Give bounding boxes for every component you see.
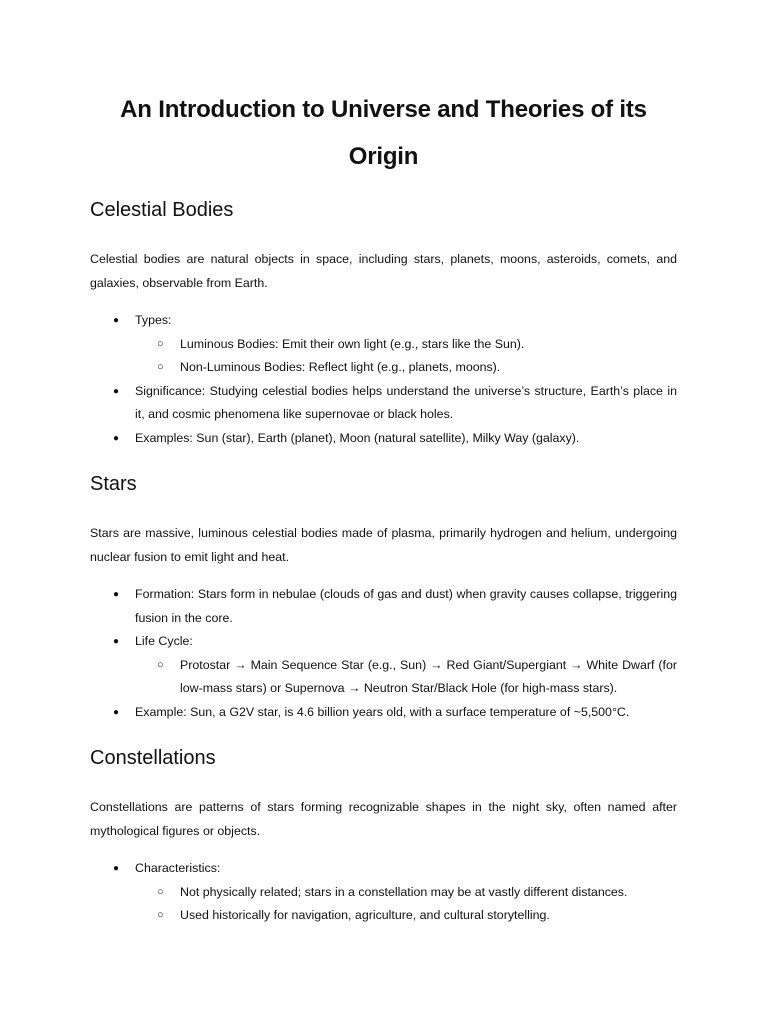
bullet-icon: ● xyxy=(113,385,120,397)
sub-bullet-list xyxy=(135,333,677,380)
sub-list-item xyxy=(157,881,677,905)
list-item-text: Life Cycle: xyxy=(135,634,193,648)
bullet-list xyxy=(90,857,677,928)
section-constellations xyxy=(90,745,677,928)
list-item-text: Example: Sun, a G2V star, is 4.6 billion years old, with a surface temperature of ~5,500°C. xyxy=(135,704,630,719)
sub-list-item xyxy=(157,654,677,701)
list-item xyxy=(113,583,677,630)
section-heading: Stars xyxy=(90,473,137,495)
sub-bullet-icon: ○ xyxy=(157,885,164,898)
document-title-line-1: An Introduction to Universe and Theories of its xyxy=(120,96,647,123)
bullet-icon: ● xyxy=(113,863,120,874)
sub-list-item-text: Non-Luminous Bodies: Reflect light (e.g., planets, moons). xyxy=(180,360,501,374)
sub-list-item-text: Protostar → Main Sequence Star (e.g., Sun) → Red Giant/Supergiant → White Dwarf (for low-mass stars) or Supernova → Neutron Star/Black Hole (for high-mass stars). xyxy=(180,657,677,695)
list-item-text: Characteristics: xyxy=(135,861,221,875)
bullet-icon: ● xyxy=(113,432,120,444)
bullet-icon: ● xyxy=(113,589,120,600)
sub-bullet-icon: ○ xyxy=(157,337,164,350)
list-item xyxy=(113,630,677,701)
document-title-line-2: Origin xyxy=(348,143,419,170)
sub-list-item xyxy=(157,333,677,357)
section-stars xyxy=(90,471,677,724)
list-item xyxy=(113,427,677,451)
list-item-text: Formation: Stars form in nebulae (clouds of gas and dust) when gravity causes collapse, triggering fusion in the core. xyxy=(135,587,677,625)
bullet-list xyxy=(90,583,677,724)
sub-list-item-text: Used historically for navigation, agriculture, and cultural storytelling. xyxy=(180,908,550,922)
document-title xyxy=(90,0,677,180)
sub-list-item-text: Luminous Bodies: Emit their own light (e.g., stars like the Sun). xyxy=(180,336,525,351)
section-heading: Constellations xyxy=(90,747,216,769)
list-item-text: Examples: Sun (star), Earth (planet), Moon (natural satellite), Milky Way (galaxy). xyxy=(135,430,580,445)
list-item-text: Significance: Studying celestial bodies helps understand the universe’s structure, Earth’s place in it, and cosmic phenomena like supernovae or black holes. xyxy=(135,383,677,421)
sub-bullet-icon: ○ xyxy=(157,909,164,921)
bullet-icon: ● xyxy=(113,706,120,718)
list-item-text: Types: xyxy=(135,313,172,327)
sub-bullet-icon: ○ xyxy=(157,658,164,671)
list-item xyxy=(113,380,677,427)
section-paragraph: Stars are massive, luminous celestial bodies made of plasma, primarily hydrogen and helium, undergoing nuclear fusion to emit light and heat. xyxy=(90,526,677,564)
list-item xyxy=(113,857,677,928)
sub-bullet-icon: ○ xyxy=(157,361,164,373)
sub-list-item xyxy=(157,356,677,380)
bullet-list xyxy=(90,309,677,450)
sub-list-item-text: Not physically related; stars in a constellation may be at vastly different distances. xyxy=(180,884,628,899)
list-item xyxy=(113,701,677,725)
section-paragraph: Celestial bodies are natural objects in space, including stars, planets, moons, asteroids, comets, and galaxies, observable from Earth. xyxy=(90,252,677,290)
section-celestial-bodies xyxy=(90,197,677,450)
sub-bullet-list xyxy=(135,881,677,928)
section-paragraph: Constellations are patterns of stars forming recognizable shapes in the night sky, often named after mythological figures or objects. xyxy=(90,800,677,838)
section-heading: Celestial Bodies xyxy=(90,199,234,221)
sub-bullet-list xyxy=(135,654,677,701)
bullet-icon: ● xyxy=(113,315,120,326)
sub-list-item xyxy=(157,904,677,928)
list-item xyxy=(113,309,677,380)
bullet-icon: ● xyxy=(113,636,120,647)
